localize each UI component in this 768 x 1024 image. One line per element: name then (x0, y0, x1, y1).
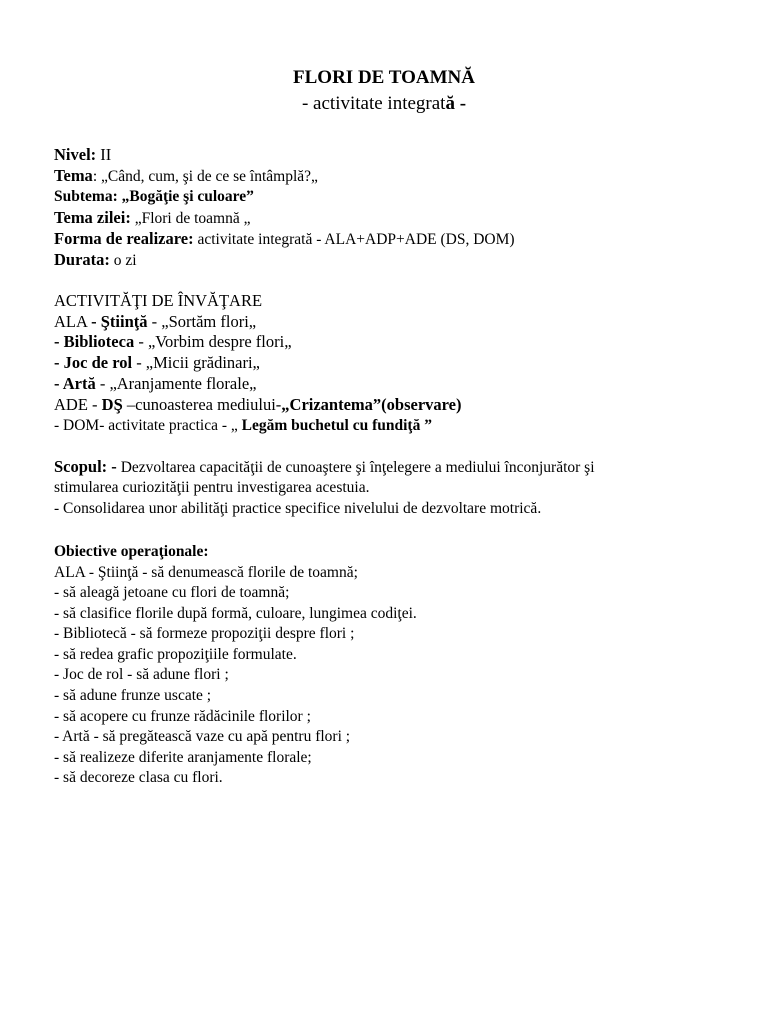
durata-line (54, 250, 744, 271)
obiectiv-item: - Joc de rol - să adune flori ; (54, 666, 229, 683)
scopul-text: Dezvoltarea capacităţii de cunoaştere şi înţelegere a mediului înconjurător şi (116, 459, 595, 476)
activitate-dom (54, 416, 744, 436)
activitate-arta (54, 374, 744, 394)
activitate-text: - „Sortăm flori„ (147, 312, 257, 331)
subtema-text: Subtema: „Bogăţie şi culoare” (54, 188, 254, 205)
tema-line (54, 166, 744, 187)
scopul-line-2: stimularea curiozităţii pentru investigarea acestuia. (54, 479, 370, 496)
activitate-text: - „Vorbim despre flori„ (134, 332, 292, 351)
activitati-heading: ACTIVITĂŢI DE ÎNVĂŢARE (54, 291, 263, 310)
obiectiv-item: - Artă - să pregătească vaze cu apă pentru flori ; (54, 728, 351, 745)
obiectiv-item: - să adune frunze uscate ; (54, 687, 212, 704)
obiectiv-item: - să decoreze clasa cu flori. (54, 769, 223, 786)
obiectiv-item: - să realizeze diferite aranjamente florale; (54, 749, 312, 766)
document-subtitle (0, 92, 768, 116)
scopul-line-1 (54, 457, 744, 478)
tema-zilei-value: „Flori de toamnă „ (130, 210, 251, 227)
tema-label: Tema (54, 166, 93, 185)
obiectiv-item: - să acopere cu frunze rădăcinile florilor ; (54, 708, 311, 725)
activitate-bold: DŞ (101, 395, 123, 414)
activitate-bold: - Biblioteca (54, 332, 135, 351)
activitate-text: –cunoasterea mediului- (122, 395, 282, 414)
activitate-joc-de-rol (54, 353, 744, 373)
nivel-line (54, 145, 744, 165)
scopul-line-3: - Consolidarea unor abilităţi practice specifice nivelului de dezvoltare motrică. (54, 500, 542, 517)
durata-value: o zi (109, 252, 137, 269)
activitate-bold: „Crizantema”(observare) (281, 395, 462, 414)
activitate-bold: - Joc de rol (54, 353, 133, 372)
tema-zilei-label: Tema zilei: (54, 208, 131, 227)
forma-label: Forma de realizare: (54, 229, 194, 248)
nivel-label: Nivel: (54, 145, 97, 164)
obiectiv-item: - să redea grafic propoziţiile formulate. (54, 646, 297, 663)
activitate-text: ADE - (54, 395, 102, 414)
activitate-bold: Legăm buchetul cu fundiţă ” (241, 417, 432, 434)
activitate-ade (54, 395, 744, 415)
obiectiv-item: - să aleagă jetoane cu flori de toamnă; (54, 584, 290, 601)
forma-value: activitate integrată - ALA+ADP+ADE (DS, DOM) (193, 231, 515, 248)
forma-line (54, 229, 744, 250)
subtitle-text: - activitate integrat (301, 93, 446, 114)
scopul-label: Scopul: - (54, 457, 117, 476)
activitate-stiinta (54, 312, 744, 332)
activitate-text: - „Micii grădinari„ (132, 353, 260, 372)
tema-zilei-line (54, 208, 744, 229)
durata-label: Durata: (54, 250, 110, 269)
obiective-heading: Obiective operaţionale: (54, 543, 209, 560)
subtitle-text-bold: ă - (445, 93, 467, 114)
document-title: FLORI DE TOAMNĂ (293, 67, 475, 88)
activitate-text: - „Aranjamente florale„ (95, 374, 257, 393)
activitate-bold: - Artă (54, 374, 96, 393)
tema-value: : „Când, cum, şi de ce se întâmplă?„ (92, 168, 318, 185)
nivel-value: II (96, 145, 112, 164)
activitate-text: ALA (54, 312, 92, 331)
obiectiv-item: - să clasifice florile după formă, culoare, lungimea codiţei. (54, 605, 417, 622)
activitate-biblioteca (54, 332, 744, 352)
activitate-bold: - Ştiinţă (91, 312, 148, 331)
obiectiv-item: ALA - Ştiinţă - să denumească florile de toamnă; (54, 564, 358, 581)
subtema-line (54, 187, 744, 207)
obiectiv-item: - Bibliotecă - să formeze propoziţii despre flori ; (54, 625, 355, 642)
activitate-text: - DOM- activitate practica - „ (54, 417, 242, 434)
